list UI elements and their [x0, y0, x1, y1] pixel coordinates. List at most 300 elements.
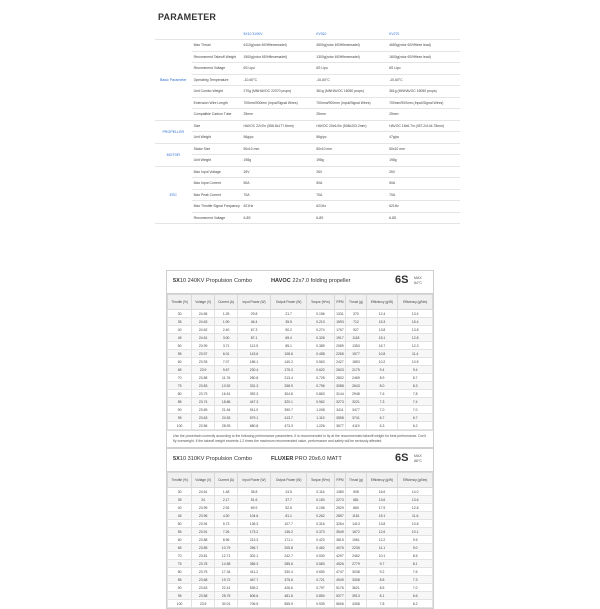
table-cell: 13.92	[215, 382, 238, 390]
table-cell: 55	[168, 350, 192, 358]
table-cell: 3621	[346, 584, 366, 592]
table-cell: 9.0	[398, 544, 433, 552]
table-cell: 24.63	[192, 318, 215, 326]
column-header: Current (A)	[215, 295, 238, 310]
table-cell: 24.5	[270, 488, 306, 496]
table-row	[168, 406, 433, 414]
parameter-value: 6-8S	[387, 212, 460, 224]
table-cell: 1672	[346, 528, 366, 536]
parameter-value: 26V	[241, 166, 314, 178]
table-cell: 5606	[334, 600, 346, 608]
table-cell: 12.3	[398, 342, 433, 350]
table-cell: 19.72	[215, 576, 238, 584]
table-cell: 60	[168, 358, 192, 366]
table-cell: 258.9	[270, 382, 306, 390]
parameter-row	[155, 86, 460, 98]
parameter-value: 26V	[314, 166, 387, 178]
parameter-value: 198g	[387, 155, 460, 167]
table-cell: 2469	[346, 374, 366, 382]
parameter-value: 50x10 mm	[241, 143, 314, 155]
table-cell: 3264	[334, 520, 346, 528]
table-cell: 10.2	[366, 358, 398, 366]
table-cell: 1853	[346, 358, 366, 366]
table-cell: 14.0	[398, 488, 433, 496]
table-cell: 285.6	[270, 560, 306, 568]
table-cell: 23.88	[192, 536, 215, 544]
table-cell: 75	[168, 382, 192, 390]
table-cell: 5.73	[215, 520, 238, 528]
table-cell: 1.25	[215, 310, 238, 318]
parameter-value: 6-8S	[314, 212, 387, 224]
table-row	[168, 584, 433, 592]
table-cell: 104.6	[238, 512, 271, 520]
table-cell: 3741	[346, 414, 366, 422]
table-cell: 7.3	[366, 398, 398, 406]
parameter-value: 25mm	[314, 109, 387, 121]
column-header: Voltage (V)	[192, 473, 215, 488]
table-cell: 107.7	[270, 520, 306, 528]
table-cell: 23.88	[192, 374, 215, 382]
column-header: Torque (N*m)	[307, 295, 334, 310]
table-cell: 4747	[334, 568, 346, 576]
variant-header: 5X10 310KV	[241, 28, 314, 40]
parameter-row	[155, 166, 460, 178]
table-cell: 0.150	[307, 496, 334, 504]
table-cell: 23.63	[192, 584, 215, 592]
table-cell: 25.75	[215, 592, 238, 600]
parameter-row	[155, 189, 460, 201]
table-cell: 24.62	[192, 326, 215, 334]
table-cell: 21.7	[270, 310, 306, 318]
table-row	[168, 326, 433, 334]
table-cell: 21.64	[215, 406, 238, 414]
table-cell: 3815	[334, 536, 346, 544]
table-cell: 70	[168, 552, 192, 560]
table-cell: 22.41	[215, 584, 238, 592]
table-cell: 2175	[346, 366, 366, 374]
parameter-row	[155, 51, 460, 63]
combo-table-240kv	[166, 270, 434, 448]
table-cell: 0.563	[307, 358, 334, 366]
table-cell: 1917	[334, 334, 346, 342]
table-cell: 12.8	[398, 504, 433, 512]
table-cell: 0.863	[307, 390, 334, 398]
table-cell: 112.5	[238, 342, 271, 350]
table-cell: 4076	[334, 544, 346, 552]
parameter-value: HAVOC 18x6.7in (457.2x144.78mm)	[387, 120, 460, 132]
table-cell: 23.56	[192, 422, 215, 430]
combo-table-310kv	[166, 448, 434, 609]
parameter-value: -10-60°C	[314, 74, 387, 86]
parameter-group-label: ESC	[155, 166, 192, 224]
table-cell: 8.8	[366, 576, 398, 584]
column-header: Thrust (g)	[346, 295, 366, 310]
table-cell: 1961	[346, 536, 366, 544]
table-cell: 12.71	[215, 552, 238, 560]
parameter-value: 198g	[241, 155, 314, 167]
table-cell: 3558	[334, 414, 346, 422]
table-cell: 13.8	[398, 326, 433, 334]
table-cell: 4119	[346, 422, 366, 430]
table-row	[168, 600, 433, 608]
table-cell: 0.796	[307, 382, 334, 390]
table-cell: 2.17	[215, 496, 238, 504]
table-row	[168, 512, 433, 520]
usage-note: Use the powertrain correctly according to the following performance parameters. It is recommended to fly at the recommended takeoff weight for best performance. Don't fly overweight. If the takeoff weight exceeds 1.2 times the maximum recommended value, performance and safety will be seriously affected.	[167, 430, 433, 447]
table-cell: 23.93	[192, 358, 215, 366]
table-cell: 108.6	[270, 350, 306, 358]
table-cell: 16.51	[215, 390, 238, 398]
table-cell: 927	[346, 326, 366, 334]
table-cell: 2.40	[215, 326, 238, 334]
parameter-value: 361g (MNHAVOC 18050 props)	[387, 86, 460, 98]
table-cell: 45	[168, 334, 192, 342]
table-cell: 3.71	[215, 342, 238, 350]
parameter-value: HAVOC 20x6.0in (508x203.2mm)	[314, 120, 387, 132]
parameter-row	[155, 97, 460, 109]
parameter-value: 198g	[314, 155, 387, 167]
variant-header: KV310	[314, 28, 387, 40]
table-cell: 8.3	[398, 382, 433, 390]
table-cell: 330.4	[270, 568, 306, 576]
parameter-value: 700mm/900mm (Input/Signal Wires)	[387, 97, 460, 109]
combo-propeller-title: FLUXER PRO 20x6.0 MATT	[271, 456, 342, 462]
table-cell: 23.96	[192, 512, 215, 520]
table-cell: 8.1	[366, 592, 398, 600]
table-cell: 1.008	[307, 406, 334, 414]
table-cell: 0.725	[307, 374, 334, 382]
label-cell	[192, 28, 242, 40]
table-cell: 13.8	[366, 326, 398, 334]
parameter-value: 70A	[241, 189, 314, 201]
table-cell: 45	[168, 512, 192, 520]
table-cell: 80	[168, 568, 192, 576]
table-cell: 16.7	[366, 342, 398, 350]
table-cell: 0.939	[307, 600, 334, 608]
table-cell: 213.4	[270, 374, 306, 382]
cell-count: 6S	[395, 274, 409, 286]
table-cell: 2.92	[215, 504, 238, 512]
parameter-row	[155, 132, 460, 144]
table-cell: 81.1	[270, 512, 306, 520]
table-cell: 23.58	[192, 592, 215, 600]
table-cell: 7.6	[366, 390, 398, 398]
table-cell: 392.3	[238, 390, 271, 398]
column-header: Efficiency (g/Nm)	[398, 295, 433, 310]
table-row	[168, 520, 433, 528]
table-cell: 23.9	[192, 366, 215, 374]
table-cell: 2802	[334, 374, 346, 382]
max-temperature: MAX 86°C	[414, 454, 423, 463]
table-row	[168, 528, 433, 536]
table-cell: 23.99	[192, 342, 215, 350]
performance-table	[167, 472, 433, 608]
parameter-value: 4650g(rotor 6S/Hflexe lead)	[387, 40, 460, 52]
table-cell: 23.69	[192, 406, 215, 414]
table-cell: 8.1	[398, 560, 433, 568]
table-cell: 511.0	[238, 406, 271, 414]
table-cell: 29.8	[238, 310, 271, 318]
table-cell: 30.01	[215, 600, 238, 608]
table-cell: 24.53	[215, 414, 238, 422]
max-temperature: MAX 84°C	[414, 276, 423, 285]
table-cell: 447.3	[238, 398, 271, 406]
table-cell: 6.2	[398, 422, 433, 430]
table-cell: 0.850	[307, 592, 334, 600]
table-cell: 10.79	[215, 544, 238, 552]
table-cell: 140.2	[270, 358, 306, 366]
column-header: Output Power (W)	[270, 473, 306, 488]
table-cell: 23.99	[192, 504, 215, 512]
table-cell: 30	[168, 488, 192, 496]
parameter-label: Max Input Current	[192, 178, 242, 190]
table-row	[168, 342, 433, 350]
table-cell: 52.5	[270, 504, 306, 512]
table-cell: 90	[168, 406, 192, 414]
table-cell: 15.3	[366, 318, 398, 326]
table-cell: 2427	[334, 358, 346, 366]
table-cell: 37.7	[270, 496, 306, 504]
parameter-row	[155, 143, 460, 155]
table-cell: 18.86	[215, 398, 238, 406]
combo-motor-title: 5X10 310KV Propulsion Combo	[173, 456, 252, 462]
table-row	[168, 488, 433, 496]
table-cell: 481.6	[270, 592, 306, 600]
table-cell: 0.650	[307, 568, 334, 576]
table-cell: 0.262	[307, 512, 334, 520]
table-cell: 508	[346, 488, 366, 496]
parameter-label: Recommend Voltage	[192, 212, 242, 224]
table-cell: 10.8	[366, 350, 398, 358]
table-row	[168, 560, 433, 568]
table-cell: 1593	[334, 318, 346, 326]
table-cell: 426.6	[270, 584, 306, 592]
table-cell: 23.83	[192, 382, 215, 390]
parameter-group-label: MOTOR	[155, 143, 192, 166]
combo-motor-title: 5X10 240KV Propulsion Combo	[173, 278, 252, 284]
parameter-value: 50x10 mm	[387, 143, 460, 155]
table-cell: 11.76	[215, 374, 238, 382]
table-row	[168, 374, 433, 382]
page-title: PARAMETER	[158, 12, 217, 22]
table-cell: 1.226	[307, 422, 334, 430]
table-cell: 1767	[334, 326, 346, 334]
table-cell: 11.4	[398, 350, 433, 358]
combo-header	[167, 449, 433, 472]
table-cell: 3677	[334, 422, 346, 430]
table-row	[168, 318, 433, 326]
table-cell: 3273	[334, 398, 346, 406]
table-cell: 706.5	[238, 600, 271, 608]
table-cell: 95	[168, 414, 192, 422]
table-cell: 10.1	[398, 528, 433, 536]
table-cell: 23.74	[192, 398, 215, 406]
parameter-value: 1600g(rotor 6S/Hflexe lead)	[387, 51, 460, 63]
combo-header	[167, 271, 433, 294]
table-row	[168, 536, 433, 544]
table-row	[168, 350, 433, 358]
table-cell: 411.2	[238, 568, 271, 576]
table-cell: 606.6	[238, 592, 271, 600]
table-cell: 40	[168, 504, 192, 512]
table-cell: 0.116	[307, 488, 334, 496]
table-row	[168, 496, 433, 504]
table-cell: 2235	[346, 544, 366, 552]
table-cell: 0.196	[307, 504, 334, 512]
table-cell: 304.8	[270, 390, 306, 398]
table-row	[168, 358, 433, 366]
table-cell: 70	[168, 374, 192, 382]
column-header: Throttle (%)	[168, 295, 192, 310]
parameter-value: 700mm/900mm (Input/Signal Wires)	[314, 97, 387, 109]
table-cell: 8.5	[366, 584, 398, 592]
table-cell: 23.79	[192, 390, 215, 398]
table-cell: 100	[168, 422, 192, 430]
parameter-value: 6S Lipo	[387, 63, 460, 75]
table-cell: 35.8	[238, 488, 271, 496]
table-row	[168, 592, 433, 600]
table-cell: 3411	[334, 406, 346, 414]
table-cell: 10.5	[398, 358, 433, 366]
parameter-label: Unit Weight	[192, 155, 242, 167]
table-cell: 242.7	[270, 552, 306, 560]
column-header: RPM	[334, 295, 346, 310]
table-cell: 3038	[346, 568, 366, 576]
table-cell: 35	[168, 496, 192, 504]
table-cell: 7.0	[366, 406, 398, 414]
table-cell: 65	[168, 366, 192, 374]
table-cell: 2779	[346, 560, 366, 568]
table-cell: 7.0	[398, 584, 433, 592]
table-cell: 2089	[334, 342, 346, 350]
table-cell: 0.213	[307, 318, 334, 326]
table-cell: 35	[168, 318, 192, 326]
table-cell: 9.4	[398, 366, 433, 374]
table-cell: 4526	[334, 560, 346, 568]
table-cell: 51.6	[238, 496, 271, 504]
table-cell: 1.90	[215, 318, 238, 326]
table-row	[168, 382, 433, 390]
table-cell: 579.1	[238, 414, 271, 422]
table-cell: 80	[168, 390, 192, 398]
parameter-label: Compatible Carbon Tube	[192, 109, 242, 121]
table-cell: 1161	[346, 512, 366, 520]
column-header: Output Power (W)	[270, 295, 306, 310]
column-header: Thrust (g)	[346, 473, 366, 488]
parameter-value: 70A	[314, 189, 387, 201]
parameter-value: 50A	[314, 178, 387, 190]
table-cell: 0.156	[307, 310, 334, 318]
table-cell: 712	[346, 318, 366, 326]
table-cell: 7.4	[398, 398, 433, 406]
parameter-value: 6110g(rotor 6S/Hflexemadel)	[241, 40, 314, 52]
parameter-row	[155, 74, 460, 86]
parameter-table	[155, 28, 460, 224]
table-cell: 23.75	[192, 568, 215, 576]
parameter-value: 50x10 mm	[314, 143, 387, 155]
table-cell: 50	[168, 342, 192, 350]
table-cell: 7.8	[398, 390, 433, 398]
table-cell: 213.3	[238, 536, 271, 544]
column-header: Torque (N*m)	[307, 473, 334, 488]
table-cell: 14.58	[215, 560, 238, 568]
table-row	[168, 422, 433, 430]
table-cell: 23.85	[192, 544, 215, 552]
parameter-value: 25mm	[387, 109, 460, 121]
table-cell: 5377	[334, 592, 346, 600]
parameter-label: Max Throttle Signal Frequency	[192, 201, 242, 213]
table-cell: 85	[168, 576, 192, 584]
table-cell: 67.3	[238, 326, 271, 334]
table-cell: 4308	[346, 600, 366, 608]
table-cell: 13.8	[366, 520, 398, 528]
table-cell: 2273	[334, 496, 346, 504]
parameter-value: 70A	[387, 189, 460, 201]
table-cell: 9.2	[366, 568, 398, 576]
table-cell: 0.458	[307, 350, 334, 358]
parameter-value: 1300g(rotor 6S/Hflexemadel)	[314, 51, 387, 63]
table-cell: 1577	[346, 350, 366, 358]
parameter-value: -10-60°C	[241, 74, 314, 86]
table-cell: 30	[168, 310, 192, 318]
table-cell: 535.2	[238, 584, 271, 592]
table-row	[168, 366, 433, 374]
table-cell: 143.6	[238, 350, 271, 358]
parameter-label: Stator Size	[192, 143, 242, 155]
table-cell: 9.4	[366, 366, 398, 374]
table-cell: 9.67	[215, 366, 238, 374]
table-cell: 1.48	[215, 488, 238, 496]
table-cell: 331.3	[238, 382, 271, 390]
table-cell: 136.3	[238, 520, 271, 528]
table-cell: 3.00	[215, 334, 238, 342]
column-header: RPM	[334, 473, 346, 488]
table-row	[168, 552, 433, 560]
parameter-value: 621Hz	[241, 201, 314, 213]
parameter-label: Extension Wire Length	[192, 97, 242, 109]
column-header: Efficiency (g/W)	[366, 473, 398, 488]
parameter-value: 1500g(rotor 6S/Hflexemadel)	[241, 51, 314, 63]
parameter-value: HAVOC 22x7in (558.8x177.8mm)	[241, 120, 314, 132]
table-cell: 90	[168, 584, 192, 592]
variant-header: KV270	[387, 28, 460, 40]
parameter-value: 621Hz	[314, 201, 387, 213]
table-cell: 136.2	[270, 528, 306, 536]
table-cell: 681	[346, 496, 366, 504]
table-cell: 0.583	[307, 560, 334, 568]
column-header: Throttle (%)	[168, 473, 192, 488]
parameter-row	[155, 201, 460, 213]
table-cell: 15.1	[366, 512, 398, 520]
table-cell: 11.6	[398, 512, 433, 520]
table-cell: 12.6	[366, 528, 398, 536]
table-cell: 3549	[334, 528, 346, 536]
parameter-value: 361g (MNHAVOC 18050 props)	[314, 86, 387, 98]
parameter-label: Unit Combo Weight	[192, 86, 242, 98]
table-cell: 7.0	[398, 406, 433, 414]
table-cell: 0.389	[307, 342, 334, 350]
table-cell: 16.6	[366, 488, 398, 496]
table-row	[168, 414, 433, 422]
parameter-row	[155, 109, 460, 121]
table-cell: 10.1	[366, 552, 398, 560]
table-cell: 467.7	[238, 576, 271, 584]
table-cell: 23.91	[192, 528, 215, 536]
table-cell: 3088	[334, 382, 346, 390]
table-cell: 2857	[334, 512, 346, 520]
table-cell: 2948	[346, 390, 366, 398]
parameter-value: 50A	[387, 178, 460, 190]
